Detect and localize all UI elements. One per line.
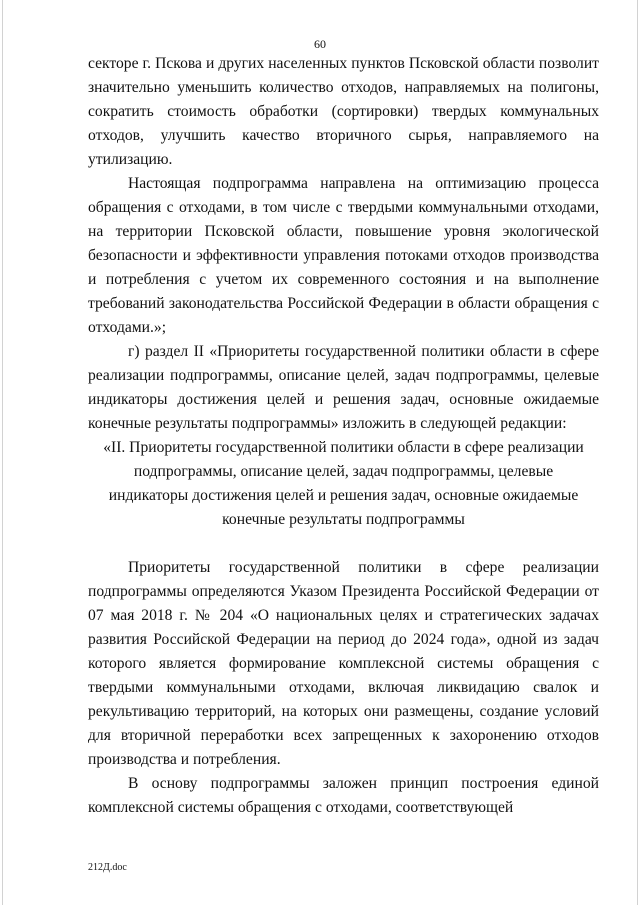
paragraph-priorities: Приоритеты государственной политики в сфере реализации подпрограммы определяются Указом Президента Российской Федерации от 07 мая 2018 г. № 204 «О национальных целях и стратегических задачах развития Российской Федерации на период до 2024 года», одной из задач которого является формирование комплексной системы обращения с твердыми коммунальными отходами, включая ликвидацию свалок и рекультивацию территорий, на которых они размещены, создание условий для вторичной переработки всех запрещенных к захоронению отходов производства и потребления. [88, 559, 599, 768]
page-number: 60 [314, 37, 326, 51]
section-heading-line: подпрограммы, описание целей, задач подпрограммы, целевые [133, 463, 554, 480]
section-heading-line: «II. Приоритеты государственной политики области в сфере реализации [103, 439, 584, 456]
section-heading-line: индикаторы достижения целей и решения задач, основные ожидаемые [108, 487, 579, 504]
spacer [88, 532, 599, 556]
document-body [88, 52, 599, 820]
paragraph-continued: секторе г. Пскова и других населенных пунктов Псковской области позволит значительно уменьшить количество отходов, направляемых на полигоны, сократить стоимость обработки (сортировки) твердых коммунальных отходов, улучшить качество вторичного сырья, направляемого на утилизацию. [88, 55, 599, 168]
section-heading-line: конечные результаты подпрограммы [222, 511, 465, 528]
paragraph-principle: В основу подпрограммы заложен принцип построения единой комплексной системы обращения с отходами, соответствующей [88, 775, 599, 816]
file-name-footer: 212Д.doc [88, 862, 127, 873]
section-heading [88, 436, 599, 532]
page-edge-right [637, 0, 638, 905]
paragraph-subprogram-aim: Настоящая подпрограмма направлена на оптимизацию процесса обращения с отходами, в том числе с твердыми коммунальными отходами, на территории Псковской области, повышение уровня экологической безопасности и эффективности управления потоками отходов производства и потребления с учетом их современного состояния и на выполнение требований законодательства Российской Федерации в области обращения с отходами.»; [88, 175, 599, 336]
paragraph-amendment-g: г) раздел II «Приоритеты государственной политики области в сфере реализации подпрограммы, описание целей, задач подпрограммы, целевые индикаторы достижения целей и решения задач, основные ожидаемые конечные результаты подпрограммы» изложить в следующей редакции: [88, 343, 599, 432]
page-edge-left [2, 0, 3, 905]
